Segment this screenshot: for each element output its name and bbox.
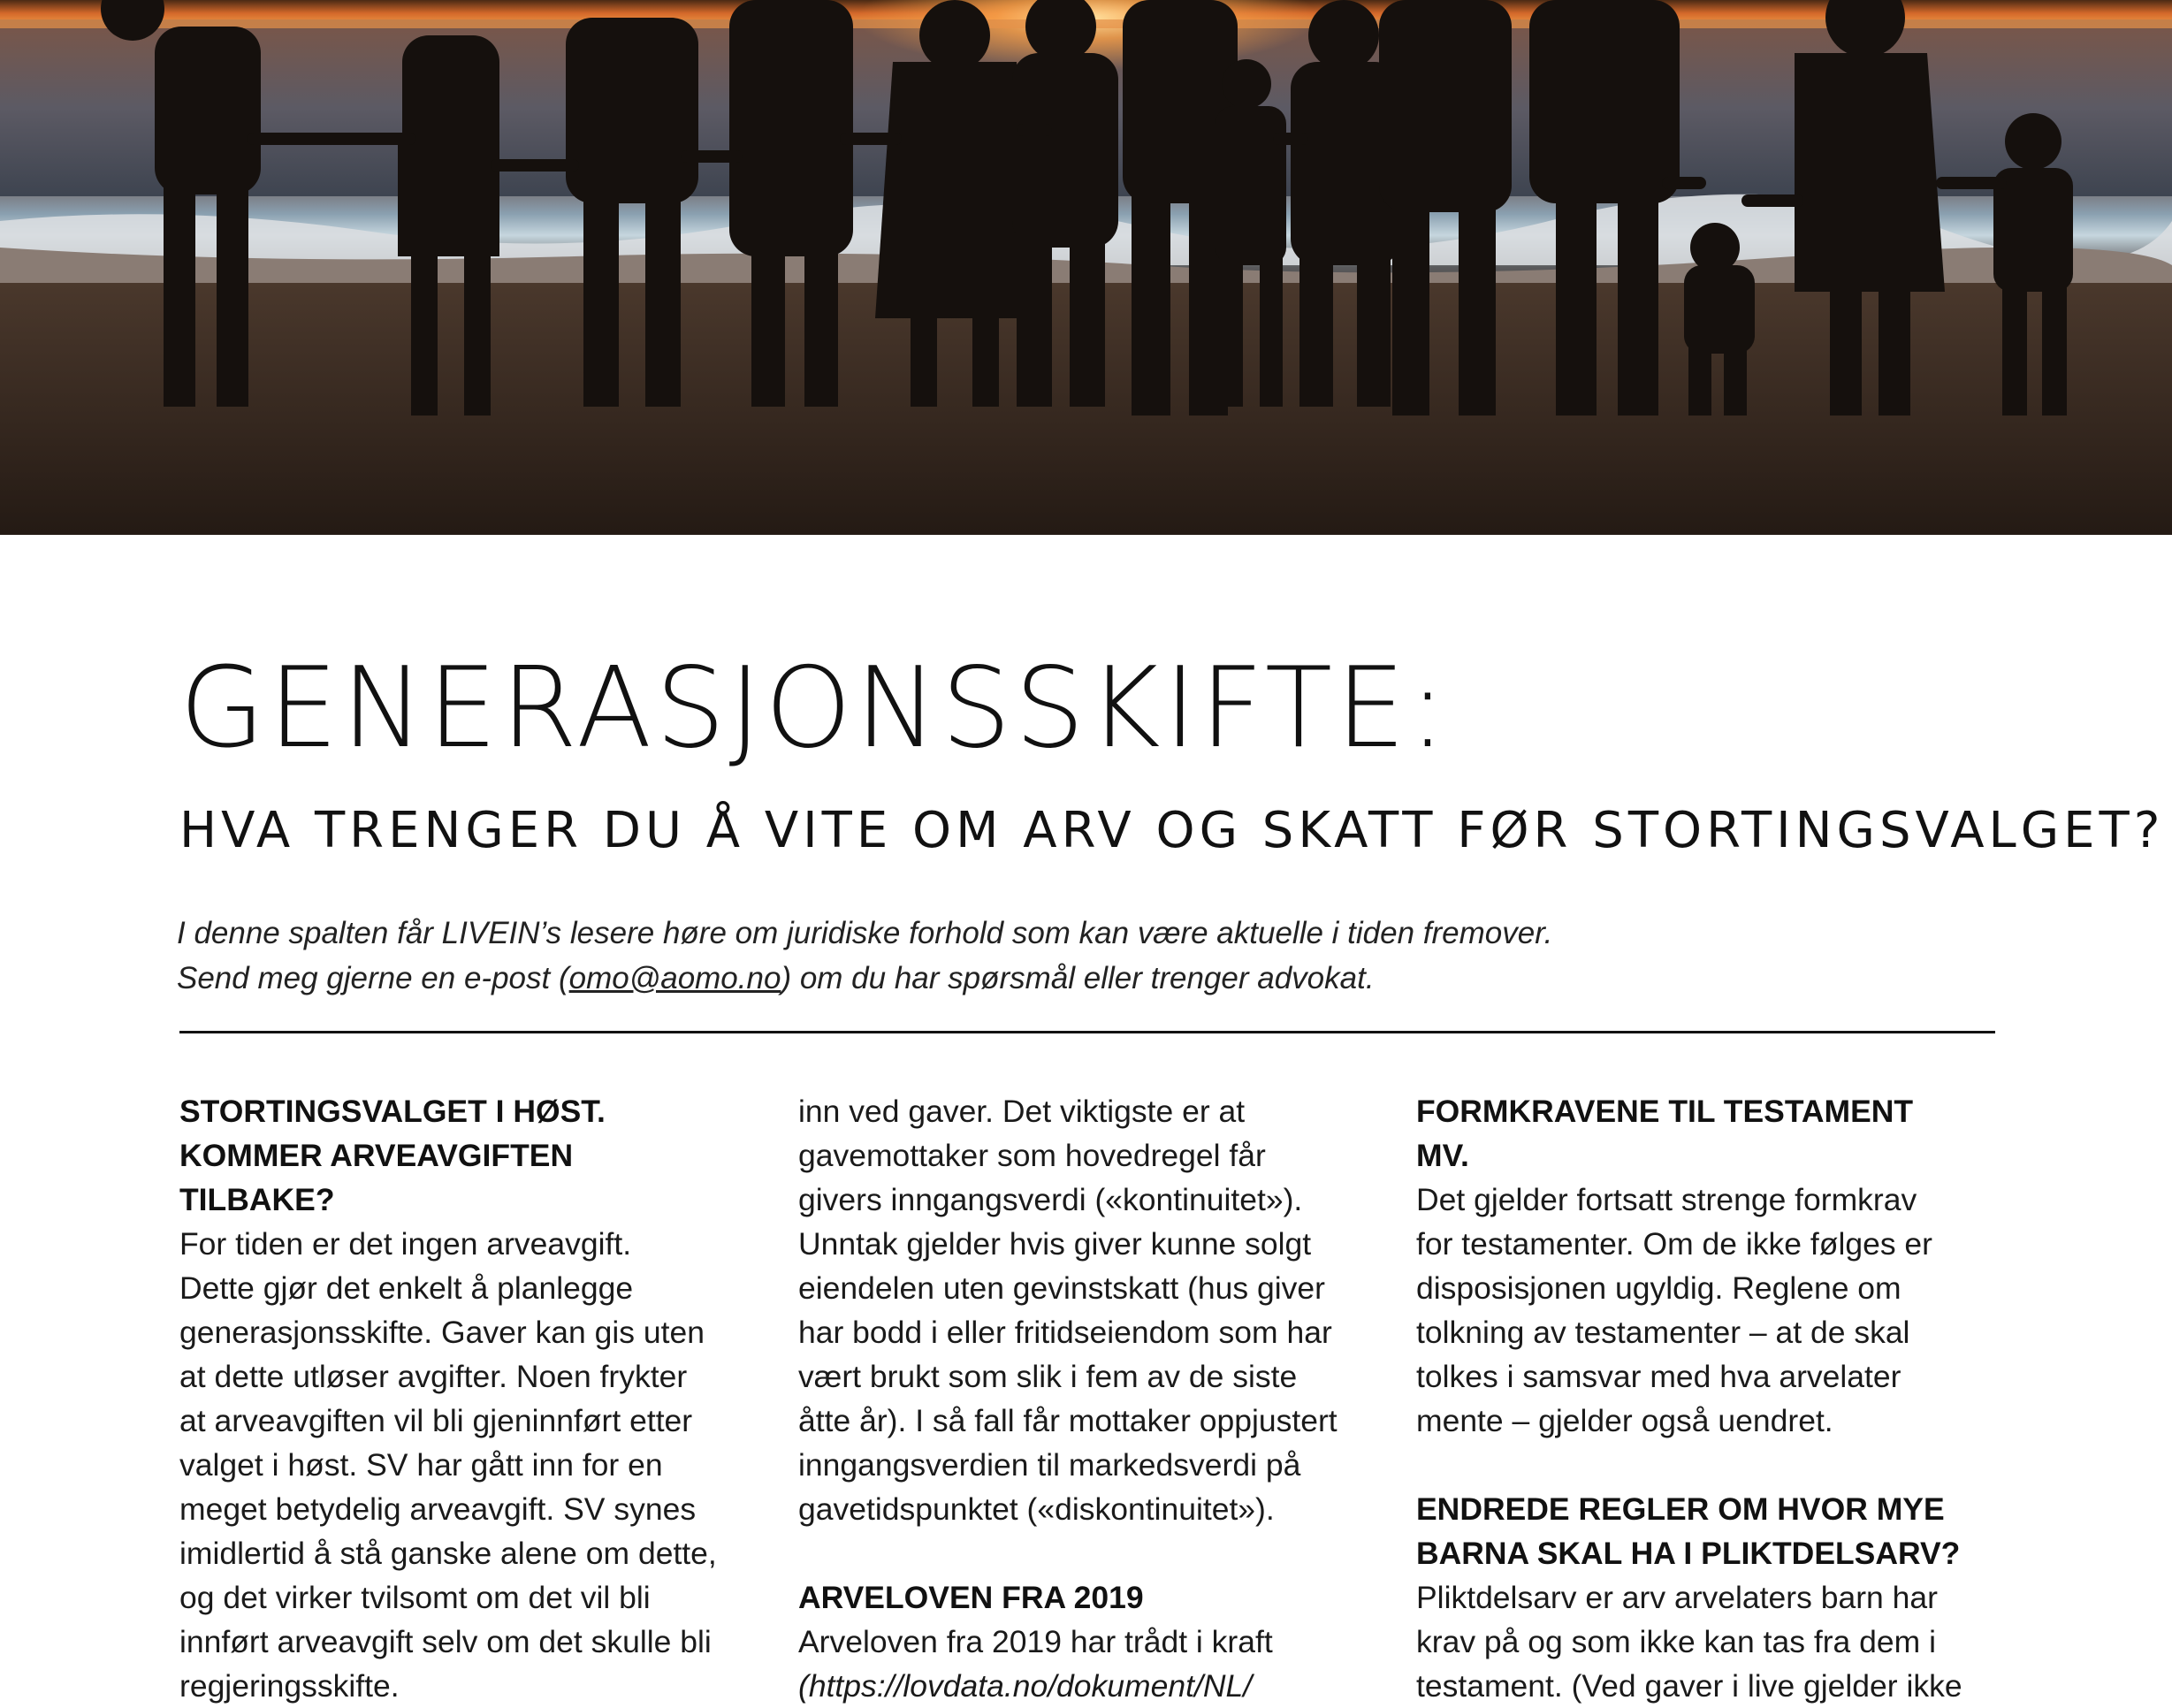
body-line: inn ved gaver. Det viktigste er at bbox=[798, 1094, 1246, 1129]
article-column-3 bbox=[1416, 1089, 1982, 1708]
body-line: gavetidspunktet («diskontinuitet»). bbox=[798, 1491, 1275, 1527]
section-heading bbox=[1416, 1089, 1982, 1178]
heading-line: MV. bbox=[1416, 1138, 1469, 1173]
body-line: For tiden er det ingen arveavgift. bbox=[179, 1226, 632, 1262]
heading-line: STORTINGSVALGET I HØST. bbox=[179, 1094, 606, 1129]
intro-line-2-start: Send meg gjerne en e-post ( bbox=[177, 961, 569, 995]
body-line: mente – gjelder også uendret. bbox=[1416, 1403, 1833, 1438]
body-line: og det virker tvilsomt om det vil bli bbox=[179, 1580, 651, 1615]
page-title: GENERASJONSSKIFTE: bbox=[179, 643, 1450, 773]
body-line: for testamenter. Om de ikke følges er bbox=[1416, 1226, 1932, 1262]
heading-line: KOMMER ARVEAVGIFTEN bbox=[179, 1138, 574, 1173]
intro-line-2-end: ) om du har spørsmål eller trenger advokat. bbox=[781, 961, 1375, 995]
heading-line: ENDREDE REGLER OM HVOR MYE bbox=[1416, 1491, 1945, 1527]
body-line: Arveloven fra 2019 har trådt i kraft bbox=[798, 1624, 1273, 1659]
body-line: Unntak gjelder hvis giver kunne solgt bbox=[798, 1226, 1312, 1262]
paragraph-gap bbox=[1416, 1443, 1982, 1487]
section-heading bbox=[1416, 1487, 1982, 1575]
article-column-1 bbox=[179, 1089, 745, 1708]
heading-line: BARNA SKAL HA I PLIKTDELSARV? bbox=[1416, 1536, 1961, 1571]
body-line: tolkning av testamenter – at de skal bbox=[1416, 1315, 1910, 1350]
body-line: vært brukt som slik i fem av de siste bbox=[798, 1359, 1298, 1394]
page-subtitle: HVA TRENGER DU Å VITE OM ARV OG SKATT FØR STORTINGSVALGET? bbox=[179, 802, 2165, 859]
body-line: regjeringsskifte. bbox=[179, 1668, 400, 1704]
body-line: disposisjonen ugyldig. Reglene om bbox=[1416, 1270, 1901, 1306]
body-line: har bodd i eller fritidseiendom som har bbox=[798, 1315, 1332, 1350]
body-line: åtte år). I så fall får mottaker oppjustert bbox=[798, 1403, 1337, 1438]
law-link[interactable]: (https://lovdata.no/dokument/NL/ bbox=[798, 1668, 1253, 1704]
body-line: testament. (Ved gaver i live gjelder ikke bbox=[1416, 1668, 1962, 1704]
body-line: Dette gjør det enkelt å planlegge bbox=[179, 1270, 634, 1306]
body-line: imidlertid å stå ganske alene om dette, bbox=[179, 1536, 717, 1571]
heading-line: FORMKRAVENE TIL TESTAMENT bbox=[1416, 1094, 1914, 1129]
body-line: inngangsverdien til markedsverdi på bbox=[798, 1447, 1301, 1483]
body-line: innført arveavgift selv om det skulle bli bbox=[179, 1624, 712, 1659]
email-link[interactable]: omo@aomo.no bbox=[568, 961, 781, 995]
body-line: at arveavgiften vil bli gjeninnført etter bbox=[179, 1403, 693, 1438]
body-line: tolkes i samsvar med hva arvelater bbox=[1416, 1359, 1901, 1394]
divider-rule bbox=[179, 1031, 1995, 1033]
intro-line-1: I denne spalten får LIVEIN’s lesere høre om juridiske forhold som kan være aktuelle i tiden fremover. bbox=[177, 916, 1553, 950]
section-heading: ARVELOVEN FRA 2019 bbox=[798, 1580, 1144, 1615]
article-column-2 bbox=[798, 1089, 1364, 1708]
hero-photo bbox=[0, 0, 2172, 535]
body-line: eiendelen uten gevinstskatt (hus giver bbox=[798, 1270, 1325, 1306]
body-line: at dette utløser avgifter. Noen frykter bbox=[179, 1359, 688, 1394]
section-heading bbox=[179, 1089, 745, 1222]
body-line: generasjonsskifte. Gaver kan gis uten bbox=[179, 1315, 705, 1350]
body-line: Pliktdelsarv er arv arvelaters barn har bbox=[1416, 1580, 1938, 1615]
beach-sunset-illustration bbox=[0, 0, 2172, 535]
body-line: Det gjelder fortsatt strenge formkrav bbox=[1416, 1182, 1917, 1217]
intro-text bbox=[177, 911, 1945, 1001]
heading-line: TILBAKE? bbox=[179, 1182, 335, 1217]
body-line: valget i høst. SV har gått inn for en bbox=[179, 1447, 663, 1483]
paragraph-gap bbox=[798, 1531, 1364, 1575]
intro-line-2 bbox=[177, 956, 1945, 1001]
body-line: meget betydelig arveavgift. SV synes bbox=[179, 1491, 697, 1527]
body-line: givers inngangsverdi («kontinuitet»). bbox=[798, 1182, 1303, 1217]
body-line: krav på og som ikke kan tas fra dem i bbox=[1416, 1624, 1936, 1659]
body-line: gavemottaker som hovedregel får bbox=[798, 1138, 1266, 1173]
